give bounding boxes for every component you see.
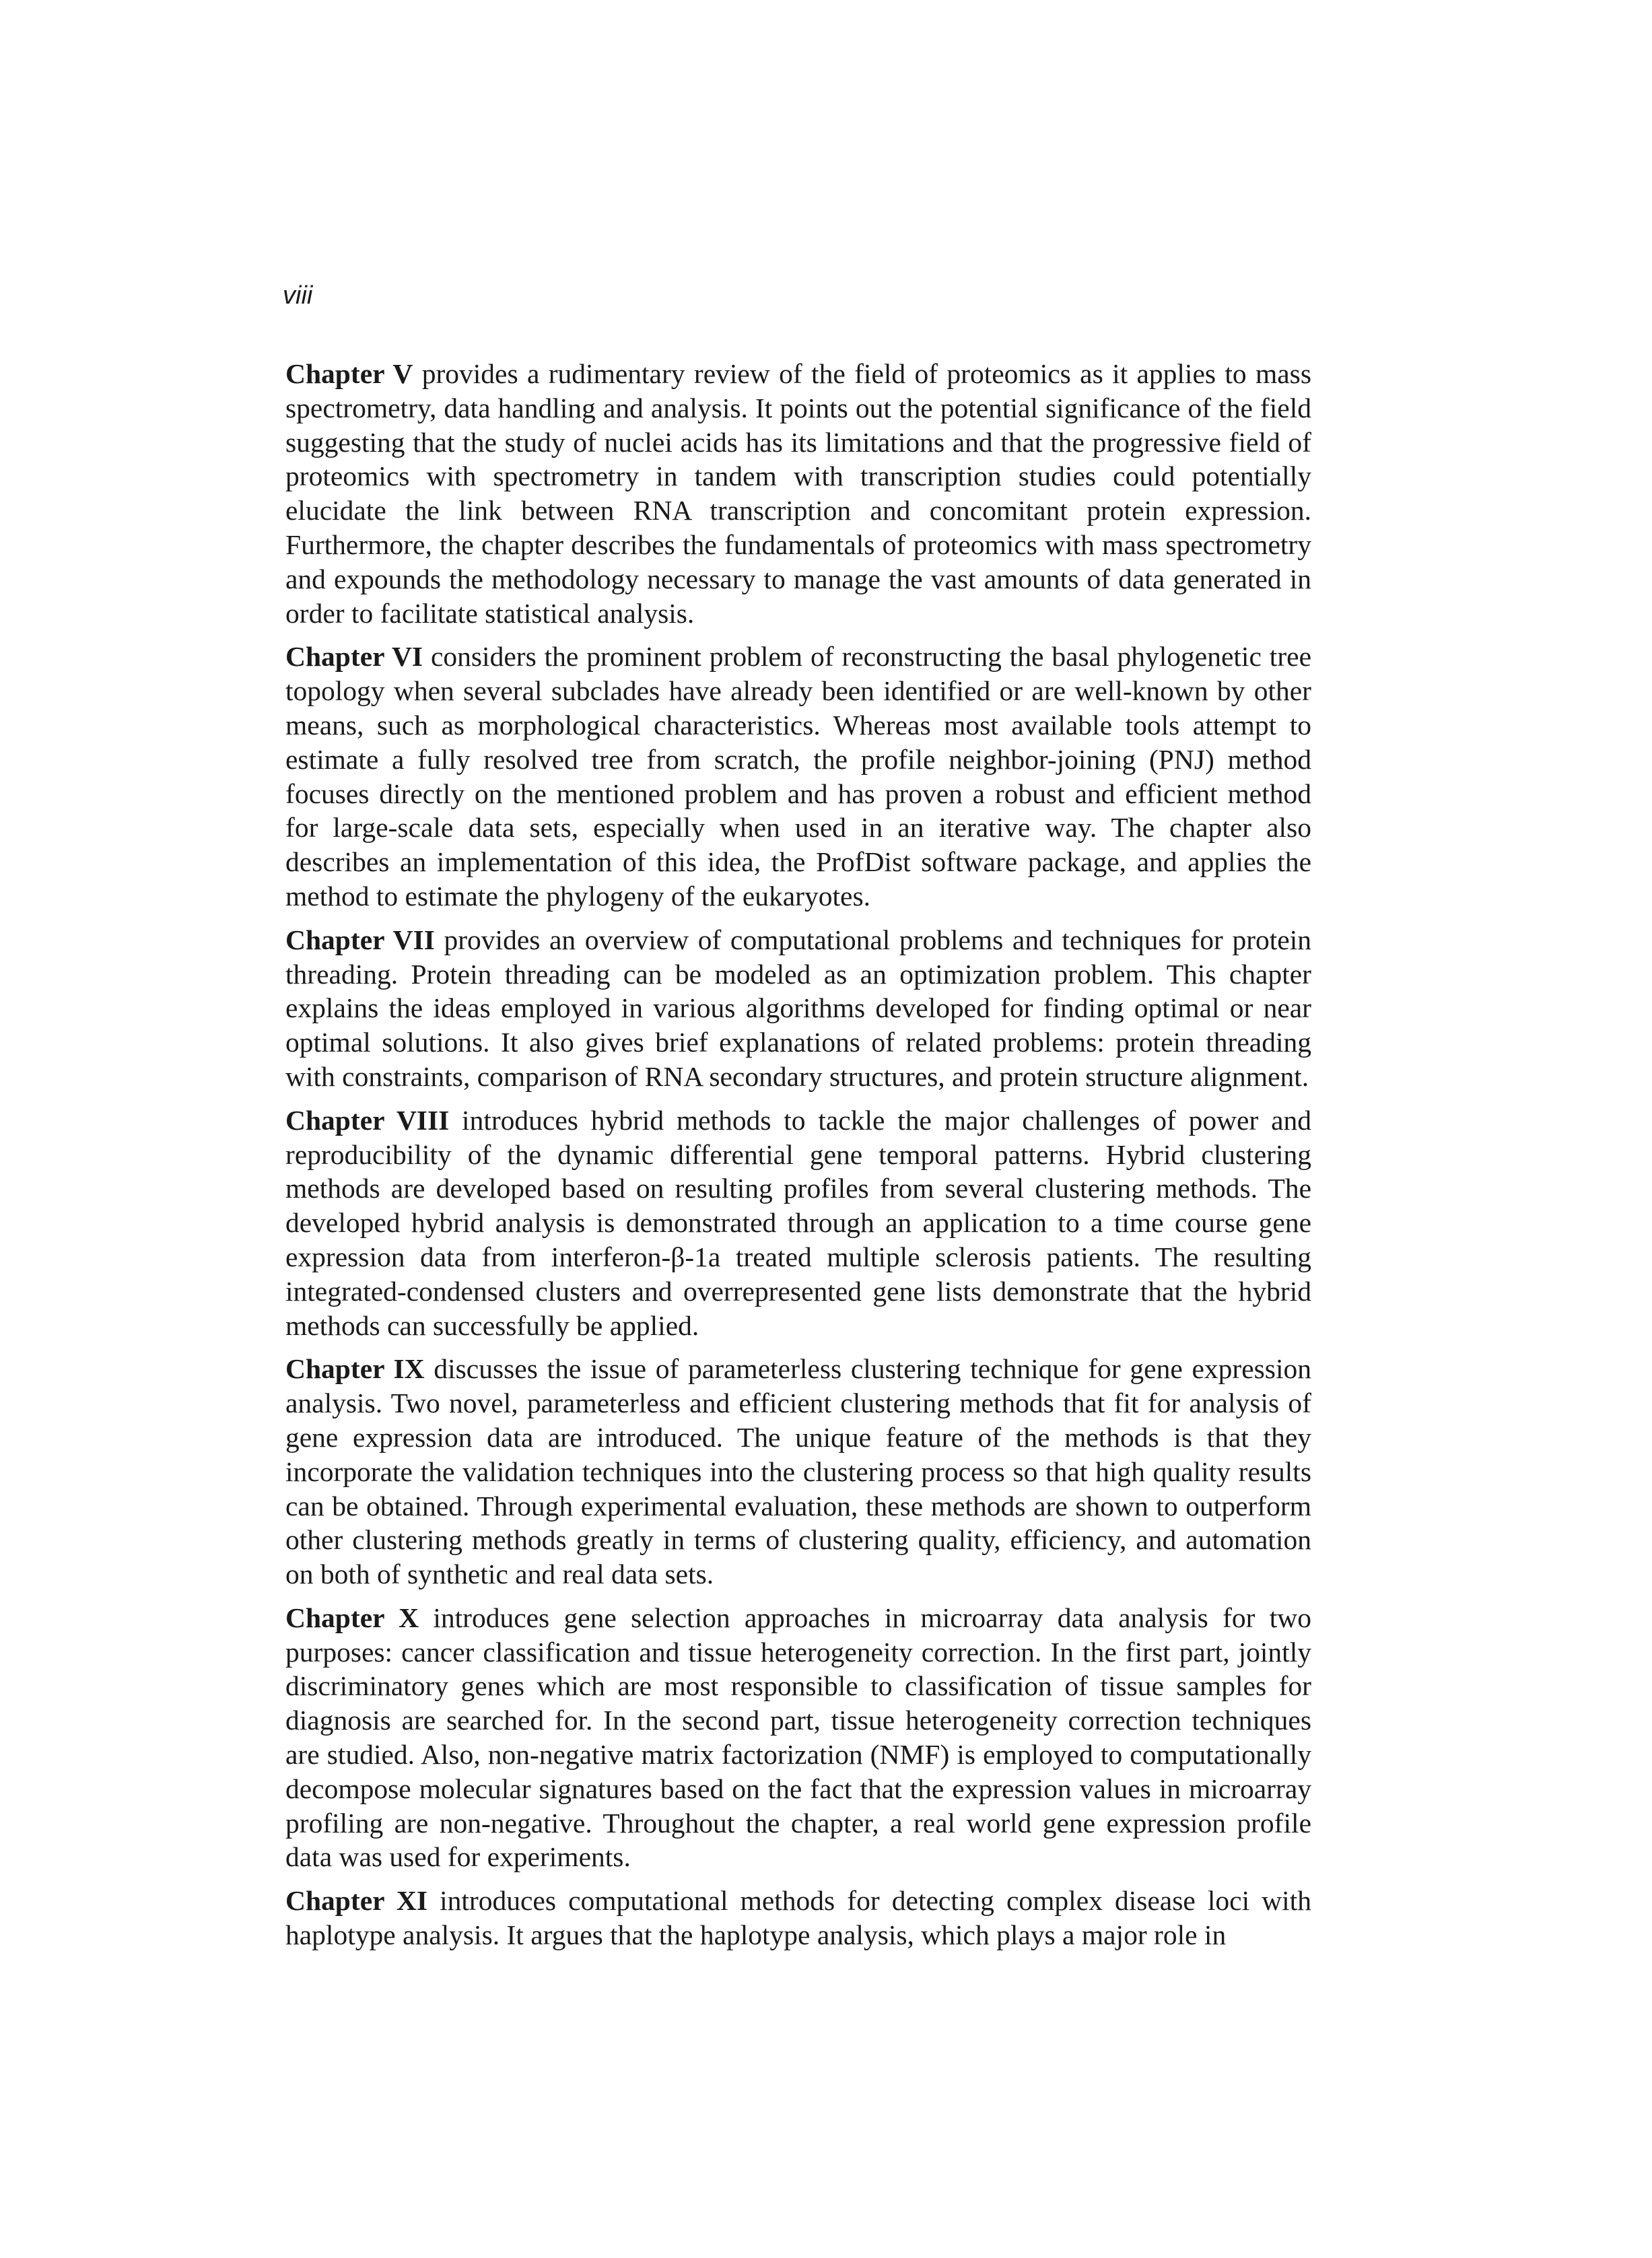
page-number: viii [283,281,313,310]
paragraph-chapter-vi [285,640,1311,913]
chapter-label: Chapter XI [285,1885,428,1917]
chapter-label: Chapter VI [285,641,423,673]
paragraph-text: introduces hybrid methods to tackle the major challenges of power and reproducibility of the dynamic differential gene temporal patterns. Hybrid clustering methods are developed based on resulting profiles from several clustering methods. The developed hybrid analysis is demonstrated through an application to a time course gene expression data from interferon-β-1a treated multiple sclerosis patients. The resulting integrated-condensed clusters and overrepresented gene lists demonstrate that the hybrid methods can successfully be applied. [285,1104,1311,1341]
chapter-label: Chapter X [285,1602,419,1633]
paragraph-text: provides an overview of computational problems and techniques for protein threading. Protein threading can be modeled as an optimization problem. This chapter explains the ideas employed in various algorithms developed for finding optimal or near optimal solutions. It also gives brief explanations of related problems: protein threading with constraints, comparison of RNA secondary structures, and protein structure alignment. [285,924,1311,1092]
chapter-label: Chapter V [285,358,413,389]
paragraph-chapter-viii [285,1103,1311,1343]
paragraph-chapter-x [285,1601,1311,1874]
chapter-label: Chapter VII [285,924,435,955]
preface-body [285,357,1311,1962]
paragraph-chapter-xi [285,1884,1311,1952]
chapter-label: Chapter IX [285,1353,425,1385]
paragraph-text: discusses the issue of parameterless clustering technique for gene expression analysis. Two novel, parameterless and efficient clustering methods that fit for analysis of gene expression data are introduced. The unique feature of the methods is that they incorporate the validation techniques into the clustering process so that high quality results can be obtained. Through experimental evaluation, these methods are shown to outperform other clustering methods greatly in terms of clustering quality, efficiency, and automation on both of synthetic and real data sets. [285,1353,1311,1590]
paragraph-chapter-vii [285,923,1311,1094]
paragraph-text: considers the prominent problem of reconstructing the basal phylogenetic tree topology when several subclades have already been identified or are well-known by other means, such as morphological characteristics. Whereas most available tools attempt to estimate a fully resolved tree from scratch, the profile neighbor-joining (PNJ) method focuses directly on the mentioned problem and has proven a robust and efficient method for large-scale data sets, especially when used in an iterative way. The chapter also describes an implementation of this idea, the ProfDist software package, and applies the method to estimate the phylogeny of the eukaryotes. [285,641,1311,912]
paragraph-text: provides a rudimentary review of the field of proteomics as it applies to mass spectrometry, data handling and analysis. It points out the potential significance of the field suggesting that the study of nuclei acids has its limitations and that the progressive field of proteomics with spectrometry in tandem with transcription studies could potentially elucidate the link between RNA transcription and concomitant protein expression. Furthermore, the chapter describes the fundamentals of proteomics with mass spectrometry and expounds the methodology necessary to manage the vast amounts of data generated in order to facilitate statistical analysis. [285,358,1311,629]
paragraph-text: introduces gene selection approaches in microarray data analysis for two purposes: cancer classification and tissue heterogeneity correction. In the first part, jointly discriminatory genes which are most responsible to classification of tissue samples for diagnosis are searched for. In the second part, tissue heterogeneity correction techniques are studied. Also, non-negative matrix factorization (NMF) is employed to computationally decompose molecular signatures based on the fact that the expression values in microarray profiling are non-negative. Throughout the chapter, a real world gene expression profile data was used for experiments. [285,1602,1311,1873]
paragraph-text: introduces computational methods for detecting complex disease loci with haplotype analysis. It argues that the haplotype analysis, which plays a major role in [285,1885,1311,1951]
chapter-label: Chapter VIII [285,1104,450,1136]
paragraph-chapter-ix [285,1352,1311,1592]
paragraph-chapter-v [285,357,1311,630]
